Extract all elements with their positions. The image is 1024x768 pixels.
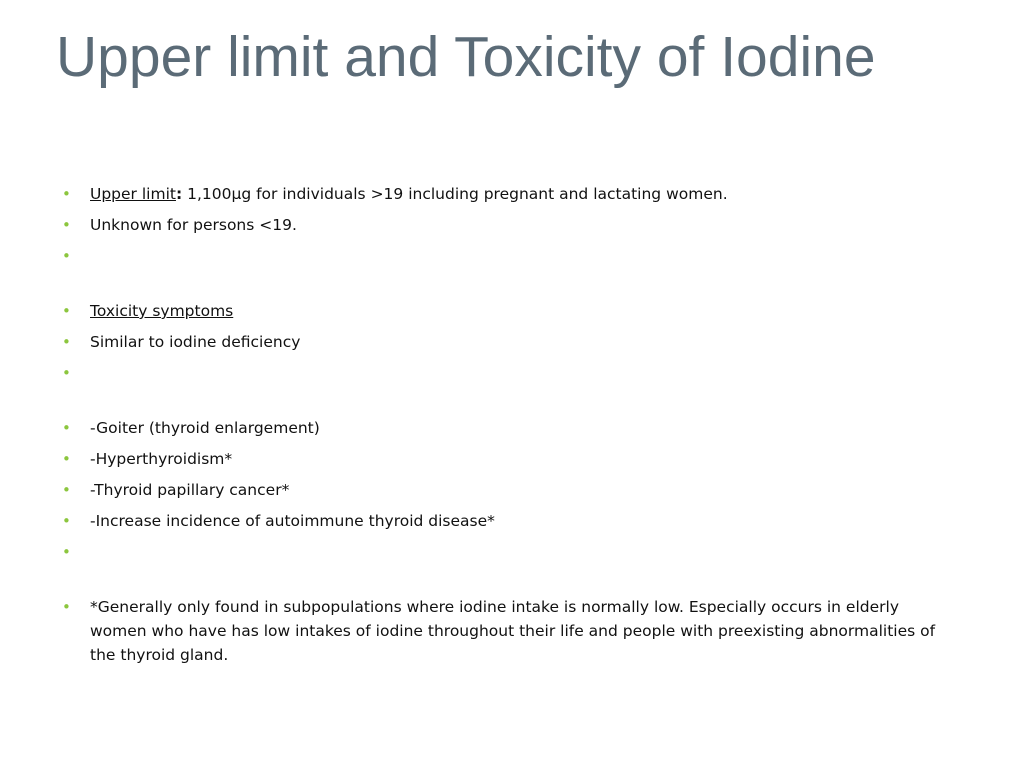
bullet-toxicity: [62, 299, 942, 323]
bullet-similar: [62, 330, 942, 354]
bullet-dot-icon: •: [62, 302, 71, 320]
autoimmune-text: -Increase incidence of autoimmune thyroid disease*: [90, 512, 495, 530]
upper-limit-label: Upper limit: [90, 185, 176, 203]
papillary-text: -Thyroid papillary cancer*: [90, 481, 290, 499]
unknown-text: Unknown for persons <19.: [90, 216, 297, 234]
bullet-dot-icon: •: [62, 216, 71, 234]
bullet-empty: [62, 244, 942, 268]
upper-limit-text: 1,100µg for individuals >19 including pregnant and lactating women.: [182, 185, 728, 203]
bullet-dot-icon: •: [62, 185, 71, 203]
bullet-dot-icon: •: [62, 543, 71, 561]
slide-title: Upper limit and Toxicity of Iodine: [56, 25, 876, 89]
bullet-footnote: [62, 595, 942, 667]
bullet-papillary: [62, 478, 942, 502]
bullet-dot-icon: •: [62, 247, 71, 265]
bullet-dot-icon: •: [62, 512, 71, 530]
bullet-goiter: [62, 416, 942, 440]
bullet-dot-icon: •: [62, 419, 71, 437]
footnote-text: *Generally only found in subpopulations where iodine intake is normally low. Especially occurs in elderly women who have has low intakes of iodine throughout their life and people with preexisting abnormalities of the thyroid gland.: [90, 598, 936, 664]
bullet-dot-icon: •: [62, 333, 71, 351]
bullet-autoimmune: [62, 509, 942, 533]
hyperthyroidism-text: -Hyperthyroidism*: [90, 450, 233, 468]
bullet-unknown: [62, 213, 942, 237]
bullet-dot-icon: •: [62, 364, 71, 382]
bullet-dot-icon: •: [62, 598, 71, 616]
toxicity-label: Toxicity symptoms: [90, 302, 234, 320]
goiter-text: -Goiter (thyroid enlargement): [90, 419, 320, 437]
bullet-dot-icon: •: [62, 481, 71, 499]
upper-limit-colon: :: [175, 185, 183, 203]
bullet-hyperthyroidism: [62, 447, 942, 471]
bullet-empty: [62, 361, 942, 385]
similar-text: Similar to iodine deficiency: [90, 333, 301, 351]
bullet-list: [62, 182, 942, 674]
bullet-upper-limit: [62, 182, 942, 206]
bullet-dot-icon: •: [62, 450, 71, 468]
bullet-empty: [62, 540, 942, 564]
